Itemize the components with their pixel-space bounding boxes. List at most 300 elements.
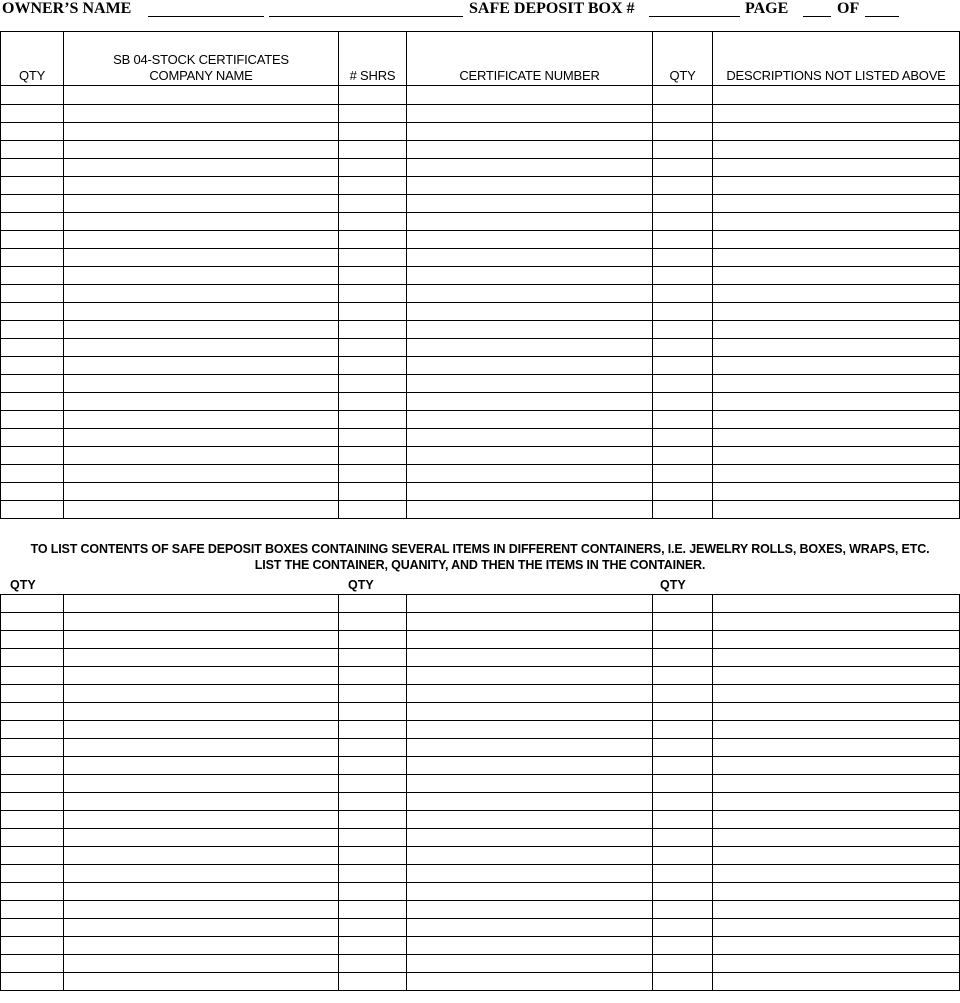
entry-cell[interactable] (339, 501, 407, 519)
entry-cell[interactable] (1, 955, 64, 973)
entry-cell[interactable] (407, 375, 653, 393)
entry-cell[interactable] (407, 321, 653, 339)
entry-cell[interactable] (339, 649, 407, 667)
entry-cell[interactable] (339, 339, 407, 357)
entry-cell[interactable] (653, 105, 713, 123)
entry-cell[interactable] (339, 285, 407, 303)
entry-cell[interactable] (653, 321, 713, 339)
entry-cell[interactable] (653, 375, 713, 393)
entry-cell[interactable] (339, 159, 407, 177)
entry-cell[interactable] (713, 919, 960, 937)
table-row (1, 901, 960, 919)
entry-cell[interactable] (653, 631, 713, 649)
entry-cell[interactable] (653, 667, 713, 685)
entry-cell[interactable] (407, 901, 653, 919)
entry-cell[interactable] (339, 721, 407, 739)
entry-cell[interactable] (339, 429, 407, 447)
entry-cell[interactable] (339, 811, 407, 829)
entry-cell[interactable] (1, 141, 64, 159)
entry-cell[interactable] (64, 447, 339, 465)
entry-cell[interactable] (1, 483, 64, 501)
entry-cell[interactable] (407, 303, 653, 321)
owner-name-blank-1[interactable] (148, 16, 264, 17)
entry-cell[interactable] (1, 811, 64, 829)
entry-cell[interactable] (653, 847, 713, 865)
entry-cell[interactable] (653, 865, 713, 883)
entry-cell[interactable] (653, 721, 713, 739)
table-row (1, 285, 960, 303)
entry-cell[interactable] (407, 231, 653, 249)
entry-cell[interactable] (653, 285, 713, 303)
entry-cell[interactable] (407, 865, 653, 883)
entry-cell[interactable] (653, 141, 713, 159)
entry-cell[interactable] (653, 195, 713, 213)
entry-cell[interactable] (64, 919, 339, 937)
entry-cell[interactable] (64, 667, 339, 685)
table-row (1, 595, 960, 613)
col-header-shares: # SHRS (339, 32, 407, 86)
entry-cell[interactable] (64, 339, 339, 357)
entry-cell[interactable] (653, 703, 713, 721)
entry-cell[interactable] (339, 631, 407, 649)
box-number-blank[interactable] (649, 16, 740, 17)
entry-cell[interactable] (653, 411, 713, 429)
entry-cell[interactable] (64, 303, 339, 321)
entry-cell[interactable] (64, 465, 339, 483)
entry-cell[interactable] (407, 685, 653, 703)
entry-cell[interactable] (339, 447, 407, 465)
entry-cell[interactable] (653, 465, 713, 483)
entry-cell[interactable] (339, 793, 407, 811)
entry-cell[interactable] (64, 775, 339, 793)
entry-cell[interactable] (407, 195, 653, 213)
entry-cell[interactable] (713, 411, 960, 429)
entry-cell[interactable] (407, 339, 653, 357)
entry-cell[interactable] (339, 739, 407, 757)
entry-cell[interactable] (1, 447, 64, 465)
entry-cell[interactable] (407, 919, 653, 937)
page-total-blank[interactable] (865, 16, 899, 17)
entry-cell[interactable] (653, 793, 713, 811)
entry-cell[interactable] (64, 177, 339, 195)
entry-cell[interactable] (407, 159, 653, 177)
entry-cell[interactable] (407, 465, 653, 483)
entry-cell[interactable] (1, 249, 64, 267)
entry-cell[interactable] (339, 667, 407, 685)
entry-cell[interactable] (713, 667, 960, 685)
entry-cell[interactable] (653, 685, 713, 703)
entry-cell[interactable] (713, 685, 960, 703)
entry-cell[interactable] (713, 757, 960, 775)
entry-cell[interactable] (339, 703, 407, 721)
entry-cell[interactable] (713, 429, 960, 447)
entry-cell[interactable] (713, 213, 960, 231)
entry-cell[interactable] (407, 249, 653, 267)
entry-cell[interactable] (1, 231, 64, 249)
entry-cell[interactable] (64, 267, 339, 285)
entry-cell[interactable] (407, 141, 653, 159)
entry-cell[interactable] (407, 483, 653, 501)
entry-cell[interactable] (64, 105, 339, 123)
entry-cell[interactable] (407, 86, 653, 105)
entry-cell[interactable] (713, 883, 960, 901)
entry-cell[interactable] (653, 595, 713, 613)
entry-cell[interactable] (407, 595, 653, 613)
entry-cell[interactable] (64, 685, 339, 703)
entry-cell[interactable] (1, 775, 64, 793)
entry-cell[interactable] (339, 357, 407, 375)
entry-cell[interactable] (1, 829, 64, 847)
entry-cell[interactable] (339, 393, 407, 411)
entry-cell[interactable] (1, 721, 64, 739)
entry-cell[interactable] (64, 285, 339, 303)
entry-cell[interactable] (407, 105, 653, 123)
entry-cell[interactable] (1, 649, 64, 667)
entry-cell[interactable] (713, 303, 960, 321)
entry-cell[interactable] (64, 757, 339, 775)
entry-cell[interactable] (64, 357, 339, 375)
entry-cell[interactable] (339, 883, 407, 901)
entry-cell[interactable] (713, 739, 960, 757)
table-row (1, 375, 960, 393)
entry-cell[interactable] (653, 775, 713, 793)
entry-cell[interactable] (407, 393, 653, 411)
entry-cell[interactable] (407, 177, 653, 195)
entry-cell[interactable] (713, 973, 960, 991)
entry-cell[interactable] (339, 901, 407, 919)
entry-cell[interactable] (713, 631, 960, 649)
entry-cell[interactable] (339, 321, 407, 339)
entry-cell[interactable] (653, 829, 713, 847)
entry-cell[interactable] (339, 919, 407, 937)
entry-cell[interactable] (64, 937, 339, 955)
entry-cell[interactable] (1, 631, 64, 649)
table-row (1, 631, 960, 649)
table-row (1, 501, 960, 519)
entry-cell[interactable] (653, 483, 713, 501)
entry-cell[interactable] (407, 847, 653, 865)
entry-cell[interactable] (1, 303, 64, 321)
entry-cell[interactable] (339, 195, 407, 213)
entry-cell[interactable] (64, 123, 339, 141)
entry-cell[interactable] (339, 375, 407, 393)
entry-cell[interactable] (713, 249, 960, 267)
entry-cell[interactable] (64, 141, 339, 159)
entry-cell[interactable] (713, 775, 960, 793)
entry-cell[interactable] (407, 123, 653, 141)
entry-cell[interactable] (339, 249, 407, 267)
table-row (1, 447, 960, 465)
entry-cell[interactable] (713, 231, 960, 249)
entry-cell[interactable] (713, 793, 960, 811)
entry-cell[interactable] (407, 213, 653, 231)
entry-cell[interactable] (713, 649, 960, 667)
entry-cell[interactable] (407, 357, 653, 375)
entry-cell[interactable] (407, 267, 653, 285)
entry-cell[interactable] (64, 213, 339, 231)
entry-cell[interactable] (339, 829, 407, 847)
entry-cell[interactable] (64, 231, 339, 249)
entry-cell[interactable] (653, 429, 713, 447)
entry-cell[interactable] (713, 703, 960, 721)
entry-cell[interactable] (713, 937, 960, 955)
entry-cell[interactable] (713, 811, 960, 829)
table-row (1, 86, 960, 105)
entry-cell[interactable] (1, 595, 64, 613)
entry-cell[interactable] (407, 955, 653, 973)
entry-cell[interactable] (407, 447, 653, 465)
entry-cell[interactable] (1, 339, 64, 357)
owner-name-blank-2[interactable] (269, 16, 463, 17)
entry-cell[interactable] (64, 483, 339, 501)
entry-cell[interactable] (653, 937, 713, 955)
entry-cell[interactable] (407, 883, 653, 901)
entry-cell[interactable] (713, 847, 960, 865)
safe-deposit-box-label: SAFE DEPOSIT BOX # (469, 0, 635, 17)
entry-cell[interactable] (713, 829, 960, 847)
entry-cell[interactable] (653, 955, 713, 973)
entry-cell[interactable] (713, 375, 960, 393)
entry-cell[interactable] (1, 267, 64, 285)
entry-cell[interactable] (713, 613, 960, 631)
entry-cell[interactable] (1, 937, 64, 955)
entry-cell[interactable] (407, 739, 653, 757)
entry-cell[interactable] (1, 213, 64, 231)
table-row (1, 757, 960, 775)
stock-certificates-table (0, 31, 960, 519)
entry-cell[interactable] (1, 375, 64, 393)
entry-cell[interactable] (1, 865, 64, 883)
entry-cell[interactable] (339, 105, 407, 123)
entry-cell[interactable] (713, 159, 960, 177)
entry-cell[interactable] (653, 447, 713, 465)
entry-cell[interactable] (64, 649, 339, 667)
entry-cell[interactable] (1, 177, 64, 195)
entry-cell[interactable] (653, 177, 713, 195)
entry-cell[interactable] (64, 375, 339, 393)
entry-cell[interactable] (407, 721, 653, 739)
entry-cell[interactable] (64, 973, 339, 991)
page-number-blank[interactable] (803, 16, 831, 17)
entry-cell[interactable] (653, 811, 713, 829)
entry-cell[interactable] (339, 177, 407, 195)
entry-cell[interactable] (713, 123, 960, 141)
section-title: SB 04-STOCK CERTIFICATES (113, 52, 289, 67)
entry-cell[interactable] (64, 86, 339, 105)
entry-cell[interactable] (64, 865, 339, 883)
entry-cell[interactable] (1, 159, 64, 177)
entry-cell[interactable] (713, 285, 960, 303)
entry-cell[interactable] (339, 955, 407, 973)
entry-cell[interactable] (407, 411, 653, 429)
entry-cell[interactable] (64, 429, 339, 447)
entry-cell[interactable] (713, 339, 960, 357)
entry-cell[interactable] (1, 739, 64, 757)
entry-cell[interactable] (1, 285, 64, 303)
entry-cell[interactable] (1, 321, 64, 339)
entry-cell[interactable] (713, 447, 960, 465)
entry-cell[interactable] (1, 501, 64, 519)
entry-cell[interactable] (64, 847, 339, 865)
entry-cell[interactable] (713, 721, 960, 739)
table-row (1, 865, 960, 883)
entry-cell[interactable] (64, 883, 339, 901)
entry-cell[interactable] (1, 757, 64, 775)
entry-cell[interactable] (339, 973, 407, 991)
entry-cell[interactable] (407, 829, 653, 847)
entry-cell[interactable] (1, 685, 64, 703)
entry-cell[interactable] (713, 595, 960, 613)
entry-cell[interactable] (339, 231, 407, 249)
entry-cell[interactable] (64, 195, 339, 213)
table-row (1, 847, 960, 865)
entry-cell[interactable] (653, 213, 713, 231)
entry-cell[interactable] (653, 919, 713, 937)
entry-cell[interactable] (713, 501, 960, 519)
table-row (1, 357, 960, 375)
entry-cell[interactable] (653, 901, 713, 919)
entry-cell[interactable] (1, 793, 64, 811)
entry-cell[interactable] (64, 955, 339, 973)
entry-cell[interactable] (653, 249, 713, 267)
entry-cell[interactable] (339, 775, 407, 793)
entry-cell[interactable] (713, 901, 960, 919)
entry-cell[interactable] (64, 393, 339, 411)
entry-cell[interactable] (713, 483, 960, 501)
entry-cell[interactable] (407, 501, 653, 519)
entry-cell[interactable] (653, 267, 713, 285)
entry-cell[interactable] (1, 883, 64, 901)
entry-cell[interactable] (1, 195, 64, 213)
entry-cell[interactable] (713, 141, 960, 159)
entry-cell[interactable] (1, 105, 64, 123)
entry-cell[interactable] (1, 411, 64, 429)
entry-cell[interactable] (407, 757, 653, 775)
entry-cell[interactable] (1, 703, 64, 721)
entry-cell[interactable] (407, 937, 653, 955)
entry-cell[interactable] (713, 105, 960, 123)
entry-cell[interactable] (339, 685, 407, 703)
entry-cell[interactable] (339, 411, 407, 429)
entry-cell[interactable] (1, 919, 64, 937)
entry-cell[interactable] (339, 847, 407, 865)
entry-cell[interactable] (653, 159, 713, 177)
entry-cell[interactable] (339, 613, 407, 631)
entry-cell[interactable] (1, 393, 64, 411)
entry-cell[interactable] (653, 613, 713, 631)
entry-cell[interactable] (653, 339, 713, 357)
entry-cell[interactable] (1, 667, 64, 685)
entry-cell[interactable] (653, 757, 713, 775)
entry-cell[interactable] (339, 303, 407, 321)
entry-cell[interactable] (407, 811, 653, 829)
entry-cell[interactable] (713, 357, 960, 375)
entry-cell[interactable] (407, 775, 653, 793)
entry-cell[interactable] (64, 793, 339, 811)
entry-cell[interactable] (339, 123, 407, 141)
entry-cell[interactable] (1, 123, 64, 141)
entry-cell[interactable] (339, 86, 407, 105)
entry-cell[interactable] (653, 973, 713, 991)
entry-cell[interactable] (339, 465, 407, 483)
entry-cell[interactable] (64, 613, 339, 631)
table-row (1, 937, 960, 955)
entry-cell[interactable] (653, 357, 713, 375)
entry-cell[interactable] (1, 847, 64, 865)
entry-cell[interactable] (1, 613, 64, 631)
entry-cell[interactable] (64, 321, 339, 339)
entry-cell[interactable] (1, 465, 64, 483)
entry-cell[interactable] (339, 937, 407, 955)
entry-cell[interactable] (407, 285, 653, 303)
entry-cell[interactable] (339, 141, 407, 159)
entry-cell[interactable] (407, 429, 653, 447)
entry-cell[interactable] (653, 883, 713, 901)
entry-cell[interactable] (64, 901, 339, 919)
entry-cell[interactable] (407, 973, 653, 991)
entry-cell[interactable] (653, 393, 713, 411)
entry-cell[interactable] (64, 501, 339, 519)
entry-cell[interactable] (407, 703, 653, 721)
table-row (1, 613, 960, 631)
entry-cell[interactable] (653, 123, 713, 141)
entry-cell[interactable] (64, 739, 339, 757)
entry-cell[interactable] (339, 757, 407, 775)
entry-cell[interactable] (407, 793, 653, 811)
entry-cell[interactable] (1, 973, 64, 991)
table-row (1, 919, 960, 937)
entry-cell[interactable] (64, 159, 339, 177)
entry-cell[interactable] (653, 86, 713, 105)
entry-cell[interactable] (407, 667, 653, 685)
entry-cell[interactable] (339, 595, 407, 613)
entry-cell[interactable] (713, 393, 960, 411)
entry-cell[interactable] (407, 631, 653, 649)
entry-cell[interactable] (653, 649, 713, 667)
entry-cell[interactable] (653, 739, 713, 757)
entry-cell[interactable] (1, 901, 64, 919)
entry-cell[interactable] (713, 177, 960, 195)
entry-cell[interactable] (64, 411, 339, 429)
entry-cell[interactable] (713, 195, 960, 213)
entry-cell[interactable] (713, 465, 960, 483)
entry-cell[interactable] (713, 865, 960, 883)
entry-cell[interactable] (64, 249, 339, 267)
entry-cell[interactable] (713, 86, 960, 105)
entry-cell[interactable] (339, 267, 407, 285)
entry-cell[interactable] (339, 483, 407, 501)
entry-cell[interactable] (339, 865, 407, 883)
entry-cell[interactable] (64, 595, 339, 613)
entry-cell[interactable] (64, 631, 339, 649)
entry-cell[interactable] (1, 86, 64, 105)
entry-cell[interactable] (64, 721, 339, 739)
entry-cell[interactable] (1, 357, 64, 375)
entry-cell[interactable] (653, 231, 713, 249)
entry-cell[interactable] (407, 649, 653, 667)
entry-cell[interactable] (1, 429, 64, 447)
entry-cell[interactable] (64, 703, 339, 721)
entry-cell[interactable] (713, 321, 960, 339)
entry-cell[interactable] (653, 303, 713, 321)
entry-cell[interactable] (713, 955, 960, 973)
entry-cell[interactable] (713, 267, 960, 285)
entry-cell[interactable] (653, 501, 713, 519)
entry-cell[interactable] (64, 829, 339, 847)
entry-cell[interactable] (407, 613, 653, 631)
entry-cell[interactable] (64, 811, 339, 829)
entry-cell[interactable] (339, 213, 407, 231)
